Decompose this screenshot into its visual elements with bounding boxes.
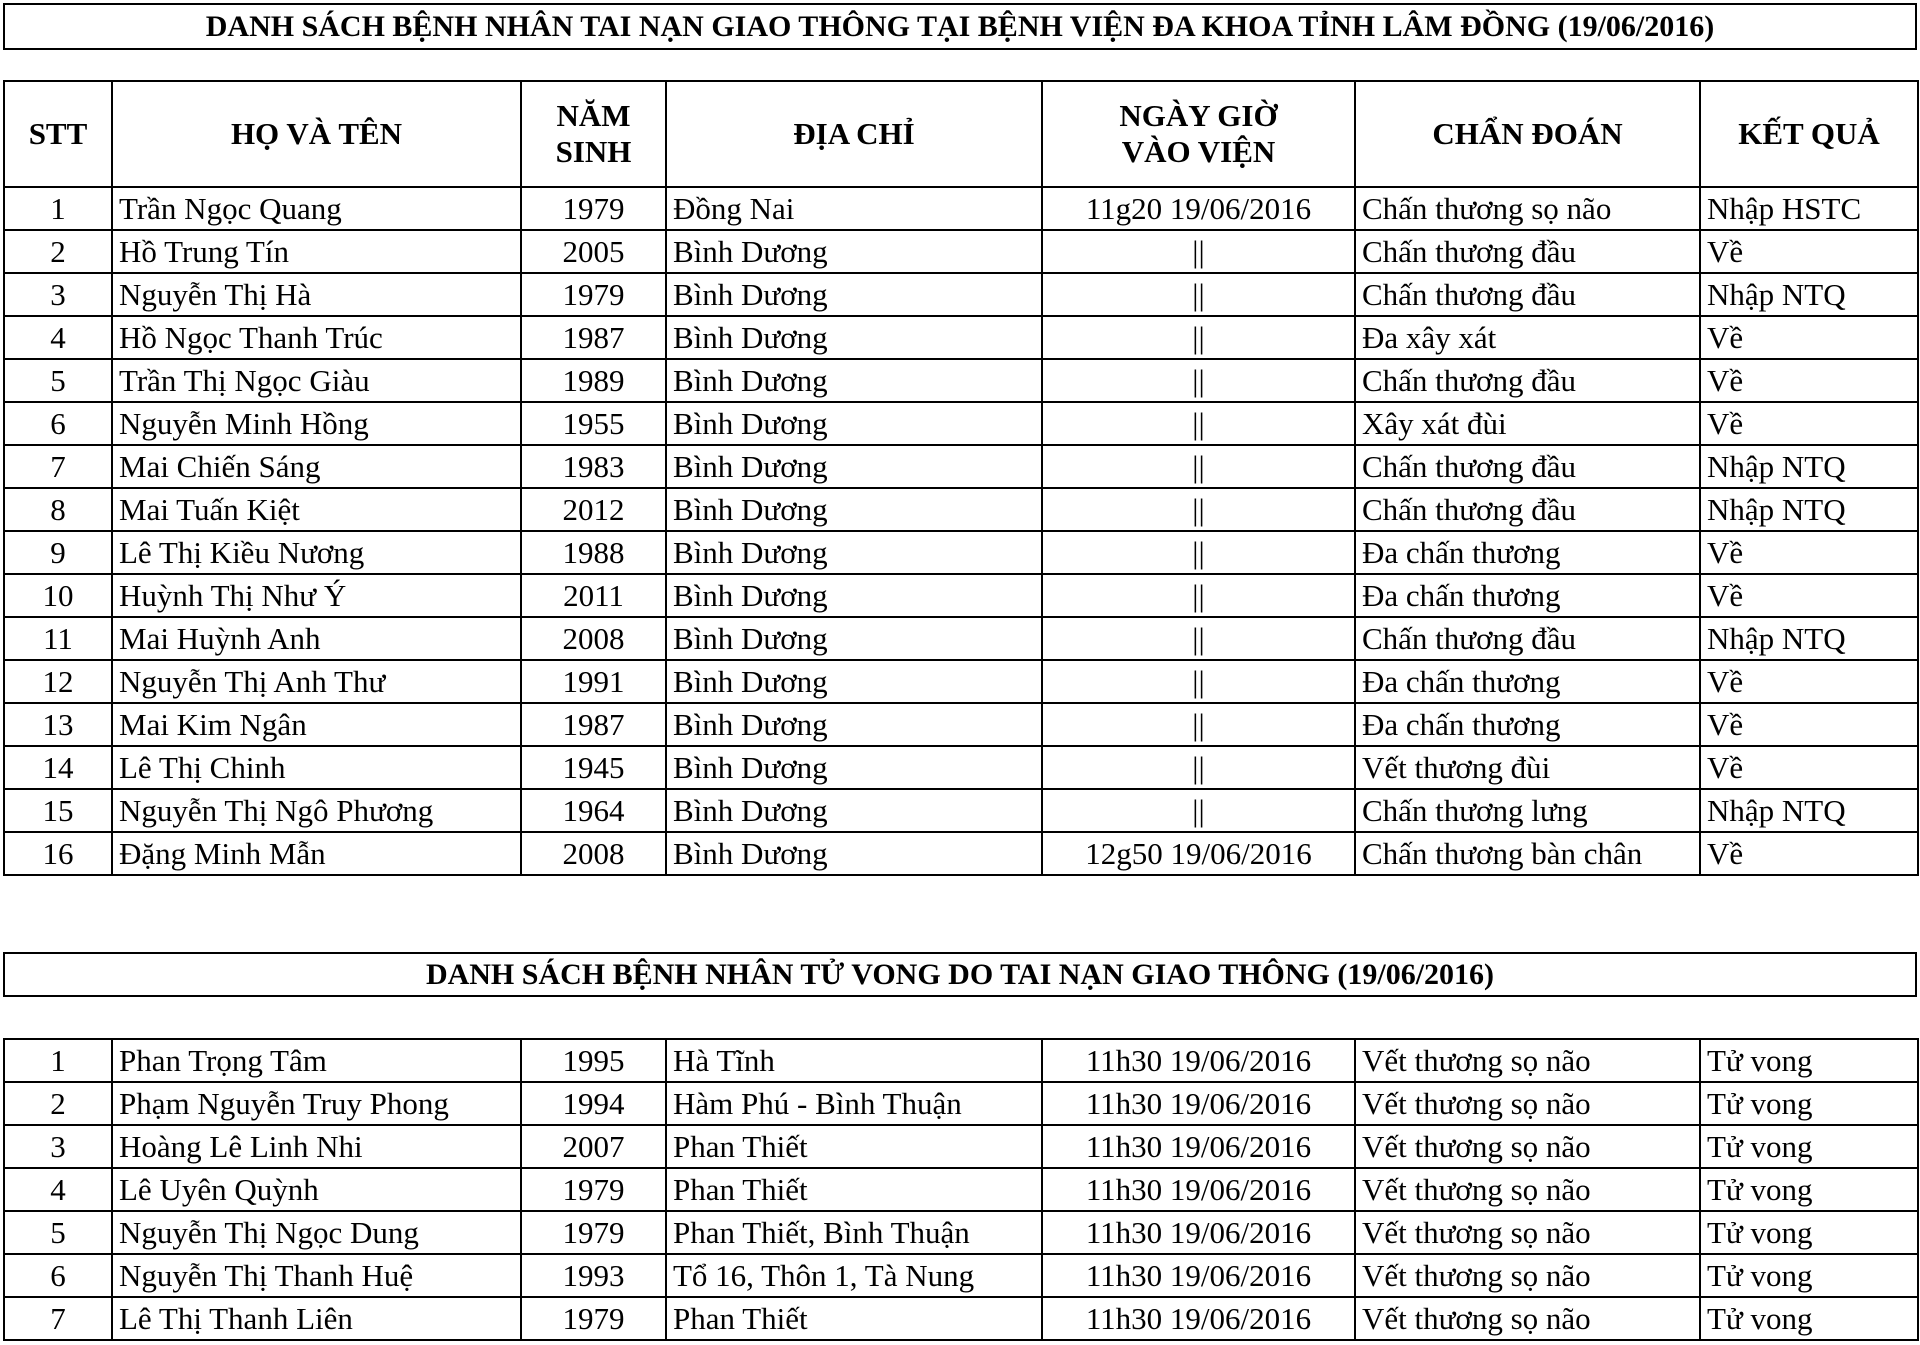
cell-year: 1945	[521, 746, 666, 789]
cell-diagnosis: Chấn thương đầu	[1355, 359, 1700, 402]
cell-address: Bình Dương	[666, 445, 1042, 488]
cell-name: Huỳnh Thị Như Ý	[112, 574, 521, 617]
header-row	[4, 81, 1918, 187]
cell-year: 1983	[521, 445, 666, 488]
cell-diagnosis: Đa chấn thương	[1355, 660, 1700, 703]
cell-stt: 11	[4, 617, 112, 660]
cell-diagnosis: Đa chấn thương	[1355, 574, 1700, 617]
cell-diagnosis: Chấn thương đầu	[1355, 617, 1700, 660]
cell-time: 11h30 19/06/2016	[1042, 1168, 1355, 1211]
table-row	[4, 660, 1918, 703]
cell-result: Nhập NTQ	[1700, 273, 1918, 316]
cell-result: Nhập NTQ	[1700, 789, 1918, 832]
cell-result: Về	[1700, 703, 1918, 746]
cell-name: Nguyễn Thị Thanh Huệ	[112, 1254, 521, 1297]
cell-time: ||	[1042, 359, 1355, 402]
cell-year: 1993	[521, 1254, 666, 1297]
cell-year: 1988	[521, 531, 666, 574]
cell-address: Bình Dương	[666, 488, 1042, 531]
table-row	[4, 1168, 1918, 1211]
cell-stt: 7	[4, 1297, 112, 1340]
header-diagnosis: CHẨN ĐOÁN	[1355, 81, 1700, 187]
cell-name: Nguyễn Thị Ngô Phương	[112, 789, 521, 832]
table-row	[4, 746, 1918, 789]
cell-name: Phan Trọng Tâm	[112, 1039, 521, 1082]
table-row	[4, 574, 1918, 617]
cell-time: ||	[1042, 789, 1355, 832]
cell-diagnosis: Vết thương sọ não	[1355, 1082, 1700, 1125]
cell-address: Bình Dương	[666, 789, 1042, 832]
cell-result: Tử vong	[1700, 1211, 1918, 1254]
cell-time: 11g20 19/06/2016	[1042, 187, 1355, 230]
cell-address: Hàm Phú - Bình Thuận	[666, 1082, 1042, 1125]
cell-result: Về	[1700, 531, 1918, 574]
cell-name: Lê Thị Thanh Liên	[112, 1297, 521, 1340]
cell-time: 11h30 19/06/2016	[1042, 1082, 1355, 1125]
cell-year: 2007	[521, 1125, 666, 1168]
injured-table-body	[4, 187, 1918, 875]
cell-name: Mai Kim Ngân	[112, 703, 521, 746]
cell-diagnosis: Vết thương sọ não	[1355, 1039, 1700, 1082]
cell-year: 1979	[521, 1297, 666, 1340]
cell-result: Nhập NTQ	[1700, 617, 1918, 660]
cell-time: 11h30 19/06/2016	[1042, 1254, 1355, 1297]
cell-year: 1979	[521, 187, 666, 230]
cell-address: Đồng Nai	[666, 187, 1042, 230]
cell-address: Bình Dương	[666, 316, 1042, 359]
cell-address: Bình Dương	[666, 574, 1042, 617]
cell-address: Phan Thiết, Bình Thuận	[666, 1211, 1042, 1254]
cell-time: ||	[1042, 746, 1355, 789]
cell-year: 1989	[521, 359, 666, 402]
cell-result: Tử vong	[1700, 1254, 1918, 1297]
cell-diagnosis: Vết thương đùi	[1355, 746, 1700, 789]
cell-year: 1991	[521, 660, 666, 703]
cell-result: Tử vong	[1700, 1082, 1918, 1125]
cell-time: ||	[1042, 488, 1355, 531]
header-year-line1: NĂM	[556, 98, 631, 134]
header-address: ĐỊA CHỈ	[666, 81, 1042, 187]
cell-year: 1987	[521, 316, 666, 359]
table-row	[4, 445, 1918, 488]
cell-diagnosis: Chấn thương lưng	[1355, 789, 1700, 832]
cell-name: Lê Thị Kiều Nương	[112, 531, 521, 574]
cell-stt: 4	[4, 1168, 112, 1211]
cell-diagnosis: Chấn thương sọ não	[1355, 187, 1700, 230]
cell-time: 11h30 19/06/2016	[1042, 1211, 1355, 1254]
cell-diagnosis: Chấn thương đầu	[1355, 445, 1700, 488]
cell-year: 2012	[521, 488, 666, 531]
header-result: KẾT QUẢ	[1700, 81, 1918, 187]
cell-diagnosis: Đa chấn thương	[1355, 703, 1700, 746]
cell-name: Mai Tuấn Kiệt	[112, 488, 521, 531]
cell-diagnosis: Vết thương sọ não	[1355, 1168, 1700, 1211]
cell-name: Nguyễn Minh Hồng	[112, 402, 521, 445]
cell-name: Mai Huỳnh Anh	[112, 617, 521, 660]
cell-stt: 1	[4, 1039, 112, 1082]
cell-time: 11h30 19/06/2016	[1042, 1039, 1355, 1082]
injured-table	[3, 80, 1919, 876]
cell-name: Hồ Trung Tín	[112, 230, 521, 273]
table-row	[4, 1297, 1918, 1340]
cell-result: Tử vong	[1700, 1297, 1918, 1340]
cell-year: 1995	[521, 1039, 666, 1082]
table-row	[4, 531, 1918, 574]
cell-result: Về	[1700, 230, 1918, 273]
cell-name: Hồ Ngọc Thanh Trúc	[112, 316, 521, 359]
cell-address: Bình Dương	[666, 531, 1042, 574]
cell-result: Nhập HSTC	[1700, 187, 1918, 230]
cell-result: Về	[1700, 832, 1918, 875]
cell-name: Đặng Minh Mẫn	[112, 832, 521, 875]
cell-year: 1955	[521, 402, 666, 445]
cell-year: 1994	[521, 1082, 666, 1125]
cell-diagnosis: Chấn thương đầu	[1355, 273, 1700, 316]
cell-name: Phạm Nguyễn Truy Phong	[112, 1082, 521, 1125]
cell-name: Lê Uyên Quỳnh	[112, 1168, 521, 1211]
table-row	[4, 359, 1918, 402]
header-year-line2: SINH	[555, 134, 632, 169]
cell-address: Tổ 16, Thôn 1, Tà Nung	[666, 1254, 1042, 1297]
cell-address: Bình Dương	[666, 359, 1042, 402]
cell-name: Lê Thị Chinh	[112, 746, 521, 789]
cell-year: 1964	[521, 789, 666, 832]
cell-address: Bình Dương	[666, 746, 1042, 789]
cell-stt: 3	[4, 1125, 112, 1168]
cell-diagnosis: Xây xát đùi	[1355, 402, 1700, 445]
cell-result: Nhập NTQ	[1700, 445, 1918, 488]
header-stt: STT	[4, 81, 112, 187]
cell-diagnosis: Chấn thương đầu	[1355, 488, 1700, 531]
cell-result: Tử vong	[1700, 1168, 1918, 1211]
cell-result: Về	[1700, 402, 1918, 445]
cell-address: Bình Dương	[666, 273, 1042, 316]
cell-year: 2005	[521, 230, 666, 273]
table-row	[4, 617, 1918, 660]
cell-stt: 5	[4, 1211, 112, 1254]
cell-diagnosis: Đa xây xát	[1355, 316, 1700, 359]
table-row	[4, 1211, 1918, 1254]
cell-address: Bình Dương	[666, 402, 1042, 445]
cell-diagnosis: Vết thương sọ não	[1355, 1254, 1700, 1297]
cell-year: 2008	[521, 617, 666, 660]
cell-address: Bình Dương	[666, 230, 1042, 273]
cell-name: Trần Thị Ngọc Giàu	[112, 359, 521, 402]
table-row	[4, 316, 1918, 359]
cell-stt: 2	[4, 1082, 112, 1125]
cell-address: Bình Dương	[666, 703, 1042, 746]
table-row	[4, 789, 1918, 832]
cell-stt: 13	[4, 703, 112, 746]
table-row	[4, 703, 1918, 746]
cell-diagnosis: Vết thương sọ não	[1355, 1125, 1700, 1168]
cell-stt: 9	[4, 531, 112, 574]
cell-diagnosis: Vết thương sọ não	[1355, 1297, 1700, 1340]
cell-stt: 15	[4, 789, 112, 832]
cell-time: ||	[1042, 703, 1355, 746]
table-row	[4, 1082, 1918, 1125]
cell-result: Về	[1700, 359, 1918, 402]
cell-year: 1979	[521, 1211, 666, 1254]
cell-time: ||	[1042, 316, 1355, 359]
header-time-line1: NGÀY GIỜ	[1119, 98, 1278, 134]
table-row	[4, 1125, 1918, 1168]
cell-stt: 5	[4, 359, 112, 402]
cell-name: Nguyễn Thị Ngọc Dung	[112, 1211, 521, 1254]
cell-result: Tử vong	[1700, 1125, 1918, 1168]
table-row	[4, 187, 1918, 230]
cell-stt: 2	[4, 230, 112, 273]
cell-stt: 3	[4, 273, 112, 316]
cell-stt: 10	[4, 574, 112, 617]
cell-name: Nguyễn Thị Hà	[112, 273, 521, 316]
cell-address: Bình Dương	[666, 832, 1042, 875]
cell-diagnosis: Chấn thương bàn chân	[1355, 832, 1700, 875]
cell-diagnosis: Vết thương sọ não	[1355, 1211, 1700, 1254]
title-deceased-list: DANH SÁCH BỆNH NHÂN TỬ VONG DO TAI NẠN GIAO THÔNG (19/06/2016)	[3, 952, 1917, 997]
cell-address: Bình Dương	[666, 617, 1042, 660]
cell-year: 1979	[521, 1168, 666, 1211]
cell-stt: 8	[4, 488, 112, 531]
cell-stt: 1	[4, 187, 112, 230]
cell-stt: 6	[4, 1254, 112, 1297]
table-row	[4, 230, 1918, 273]
cell-result: Về	[1700, 746, 1918, 789]
cell-year: 1979	[521, 273, 666, 316]
header-name: HỌ VÀ TÊN	[112, 81, 521, 187]
cell-stt: 7	[4, 445, 112, 488]
cell-stt: 4	[4, 316, 112, 359]
cell-stt: 12	[4, 660, 112, 703]
cell-stt: 16	[4, 832, 112, 875]
cell-address: Hà Tĩnh	[666, 1039, 1042, 1082]
table-row	[4, 832, 1918, 875]
cell-time: 11h30 19/06/2016	[1042, 1125, 1355, 1168]
cell-diagnosis: Đa chấn thương	[1355, 531, 1700, 574]
table-row	[4, 488, 1918, 531]
cell-address: Bình Dương	[666, 660, 1042, 703]
cell-result: Về	[1700, 316, 1918, 359]
cell-result: Về	[1700, 574, 1918, 617]
cell-year: 2011	[521, 574, 666, 617]
cell-year: 2008	[521, 832, 666, 875]
deceased-table	[3, 1038, 1919, 1341]
table-row	[4, 402, 1918, 445]
cell-name: Mai Chiến Sáng	[112, 445, 521, 488]
cell-diagnosis: Chấn thương đầu	[1355, 230, 1700, 273]
cell-time: ||	[1042, 574, 1355, 617]
cell-time: ||	[1042, 660, 1355, 703]
table-row	[4, 1039, 1918, 1082]
cell-time: ||	[1042, 273, 1355, 316]
table-row	[4, 1254, 1918, 1297]
cell-time: ||	[1042, 531, 1355, 574]
cell-result: Nhập NTQ	[1700, 488, 1918, 531]
table-row	[4, 273, 1918, 316]
cell-time: 11h30 19/06/2016	[1042, 1297, 1355, 1340]
title-injured-list: DANH SÁCH BỆNH NHÂN TAI NẠN GIAO THÔNG TẠI BỆNH VIỆN ĐA KHOA TỈNH LÂM ĐỒNG (19/06/2016)	[3, 3, 1917, 50]
cell-time: ||	[1042, 230, 1355, 273]
header-time-line2: VÀO VIỆN	[1121, 134, 1276, 169]
cell-name: Hoàng Lê Linh Nhi	[112, 1125, 521, 1168]
cell-address: Phan Thiết	[666, 1297, 1042, 1340]
cell-result: Về	[1700, 660, 1918, 703]
cell-name: Trần Ngọc Quang	[112, 187, 521, 230]
cell-name: Nguyễn Thị Anh Thư	[112, 660, 521, 703]
cell-time: ||	[1042, 445, 1355, 488]
deceased-table-body	[4, 1039, 1918, 1340]
cell-address: Phan Thiết	[666, 1168, 1042, 1211]
cell-time: ||	[1042, 402, 1355, 445]
cell-time: 12g50 19/06/2016	[1042, 832, 1355, 875]
header-time	[1042, 81, 1355, 187]
cell-stt: 6	[4, 402, 112, 445]
cell-result: Tử vong	[1700, 1039, 1918, 1082]
header-year	[521, 81, 666, 187]
cell-address: Phan Thiết	[666, 1125, 1042, 1168]
cell-year: 1987	[521, 703, 666, 746]
cell-stt: 14	[4, 746, 112, 789]
cell-time: ||	[1042, 617, 1355, 660]
